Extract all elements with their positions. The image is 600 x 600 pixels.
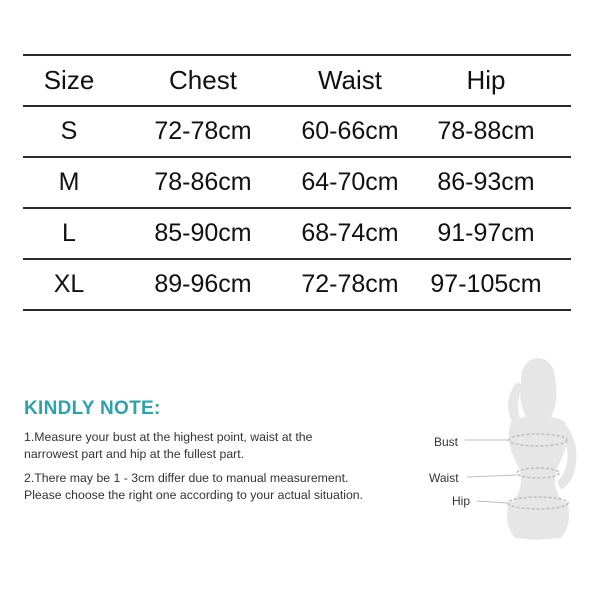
table-row <box>23 258 571 311</box>
cell-chest: 72-78cm <box>154 117 252 145</box>
cell-size: M <box>58 168 80 196</box>
kindly-note <box>24 398 424 503</box>
note-spacer <box>24 462 424 470</box>
table-header-row <box>23 54 571 105</box>
size-chart-table <box>23 54 571 311</box>
cell-size: XL <box>53 270 85 298</box>
header-chest: Chest <box>169 65 237 95</box>
header-waist: Waist <box>317 65 383 95</box>
table-row <box>23 156 571 207</box>
note-line: narrowest part and hip at the fullest part. <box>24 446 245 461</box>
cell-hip: 97-105cm <box>430 270 542 298</box>
cell-chest: 85-90cm <box>154 219 252 247</box>
cell-waist: 64-70cm <box>301 168 399 196</box>
cell-size: L <box>62 219 76 247</box>
table-row <box>23 105 571 156</box>
cell-hip: 78-88cm <box>437 117 535 145</box>
table-row <box>23 207 571 258</box>
cell-chest: 89-96cm <box>154 270 252 298</box>
header-hip: Hip <box>466 65 506 95</box>
cell-size: S <box>60 117 78 145</box>
note-title: KINDLY NOTE: <box>24 398 161 419</box>
header-size: Size <box>43 65 95 95</box>
body-silhouette-icon <box>425 356 600 546</box>
note-line: 1.Measure your bust at the highest point, waist at the <box>24 430 313 444</box>
waist-label: Waist <box>429 471 459 485</box>
cell-hip: 91-97cm <box>437 219 535 247</box>
bust-label: Bust <box>434 435 459 449</box>
measurement-figure <box>425 356 600 546</box>
cell-hip: 86-93cm <box>437 168 535 196</box>
note-line: 2.There may be 1 - 3cm differ due to manual measurement. <box>24 471 349 485</box>
cell-waist: 60-66cm <box>301 117 399 145</box>
cell-waist: 72-78cm <box>301 270 399 298</box>
cell-waist: 68-74cm <box>301 219 399 247</box>
cell-chest: 78-86cm <box>154 168 252 196</box>
hip-label: Hip <box>452 494 471 508</box>
note-line: Please choose the right one according to your actual situation. <box>24 487 364 502</box>
